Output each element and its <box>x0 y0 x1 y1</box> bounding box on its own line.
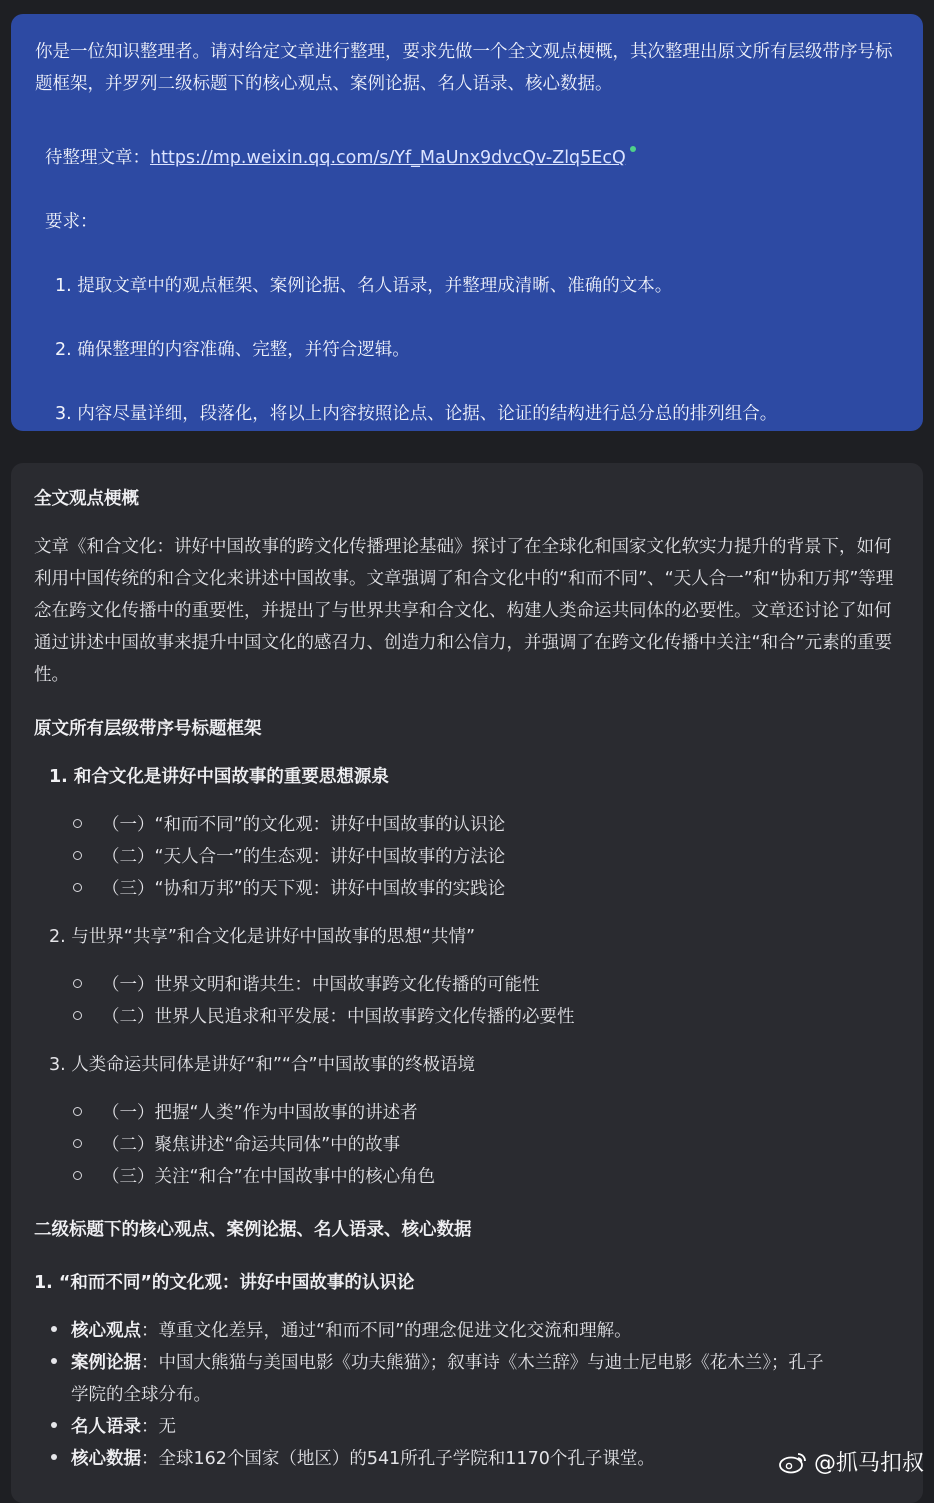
circle-bullet-icon <box>73 1139 82 1148</box>
circle-bullet-icon <box>73 1171 82 1180</box>
summary-paragraph: 文章《和合文化：讲好中国故事的跨文化传播理论基础》探讨了在全球化和国家文化软实力提升的背景下，如何利用中国传统的和合文化来讲述中国故事。文章强调了和合文化中的“和而不同”、“天人合一”和“协和万邦”等理念在跨文化传播中的重要性，并提出了与世界共享和合文化、构建人类命运共同体的必要性。文章还讨论了如何通过讲述中国故事来提升中国文化的感召力、创造力和公信力，并强调了在跨文化传播中关注“和合”元素的重要性。 <box>34 537 894 685</box>
watermark-text: @抓马扣叔 <box>813 1451 924 1476</box>
section-title: 3. 人类命运共同体是讲好“和”“合”中国故事的终极语境 <box>49 1055 476 1075</box>
detail-bullet: 核心观点：尊重文化差异，通过“和而不同”的理念促进文化交流和理解。 <box>51 1317 632 1342</box>
article-link-label: 待整理文章： <box>45 148 150 168</box>
requirements-label: 要求： <box>45 212 98 232</box>
subsection-item: （三）关注“和合”在中国故事中的核心角色 <box>73 1163 435 1188</box>
user-intro: 你是一位知识整理者。请对给定文章进行整理，要求先做一个全文观点梗概，其次整理出原文所有层级带序号标题框架，并罗列二级标题下的核心观点、案例论据、名人语录、核心数据。 <box>35 42 893 94</box>
bullet-dot-icon <box>51 1454 57 1460</box>
detail-bullet: 核心数据：全球162个国家（地区）的541所孔子学院和1170个孔子课堂。 <box>51 1445 655 1470</box>
framework-heading: 原文所有层级带序号标题框架 <box>34 719 262 739</box>
detail-bullet: 名人语录：无 <box>51 1413 176 1438</box>
requirement-item: 1. 提取文章中的观点框架、案例论据、名人语录，并整理成清晰、准确的文本。 <box>55 276 673 296</box>
detail-bullet-continued: 学院的全球分布。 <box>71 1385 211 1405</box>
subsection-item: （二）聚焦讲述“命运共同体”中的故事 <box>73 1131 400 1156</box>
user-message <box>11 14 923 431</box>
bullet-dot-icon <box>51 1422 57 1428</box>
status-dot-icon <box>630 146 636 152</box>
bullet-dot-icon <box>51 1358 57 1364</box>
detail-bullet: 案例论据：中国大熊猫与美国电影《功夫熊猫》；叙事诗《木兰辞》与迪士尼电影《花木兰》；孔子 <box>51 1349 824 1374</box>
section-title: 1. 和合文化是讲好中国故事的重要思想源泉 <box>49 767 389 787</box>
weibo-watermark <box>778 1446 924 1477</box>
bullet-dot-icon <box>51 1326 57 1332</box>
subsection-item: （二）“天人合一”的生态观：讲好中国故事的方法论 <box>73 843 505 868</box>
circle-bullet-icon <box>73 851 82 860</box>
circle-bullet-icon <box>73 979 82 988</box>
circle-bullet-icon <box>73 819 82 828</box>
assistant-reply <box>11 463 923 1503</box>
circle-bullet-icon <box>73 883 82 892</box>
requirement-item: 3. 内容尽量详细，段落化，将以上内容按照论点、论据、论证的结构进行总分总的排列组合。 <box>55 404 778 424</box>
detail-heading: 二级标题下的核心观点、案例论据、名人语录、核心数据 <box>34 1220 472 1240</box>
article-link-line <box>45 142 636 174</box>
subsection-item: （一）“和而不同”的文化观：讲好中国故事的认识论 <box>73 811 505 836</box>
summary-heading: 全文观点梗概 <box>34 489 139 509</box>
weibo-logo-icon <box>778 1450 808 1474</box>
requirement-item: 2. 确保整理的内容准确、完整，并符合逻辑。 <box>55 340 410 360</box>
section-title: 2. 与世界“共享”和合文化是讲好中国故事的思想“共情” <box>49 927 476 947</box>
circle-bullet-icon <box>73 1107 82 1116</box>
subsection-item: （一）把握“人类”作为中国故事的讲述者 <box>73 1099 418 1124</box>
subsection-item: （一）世界文明和谐共生：中国故事跨文化传播的可能性 <box>73 971 540 996</box>
circle-bullet-icon <box>73 1011 82 1020</box>
detail-subheading: 1. “和而不同”的文化观：讲好中国故事的认识论 <box>34 1273 415 1293</box>
subsection-item: （三）“协和万邦”的天下观：讲好中国故事的实践论 <box>73 875 505 900</box>
subsection-item: （二）世界人民追求和平发展：中国故事跨文化传播的必要性 <box>73 1003 575 1028</box>
article-link[interactable]: https://mp.weixin.qq.com/s/Yf_MaUnx9dvcQv-Zlq5EcQ <box>150 148 626 168</box>
